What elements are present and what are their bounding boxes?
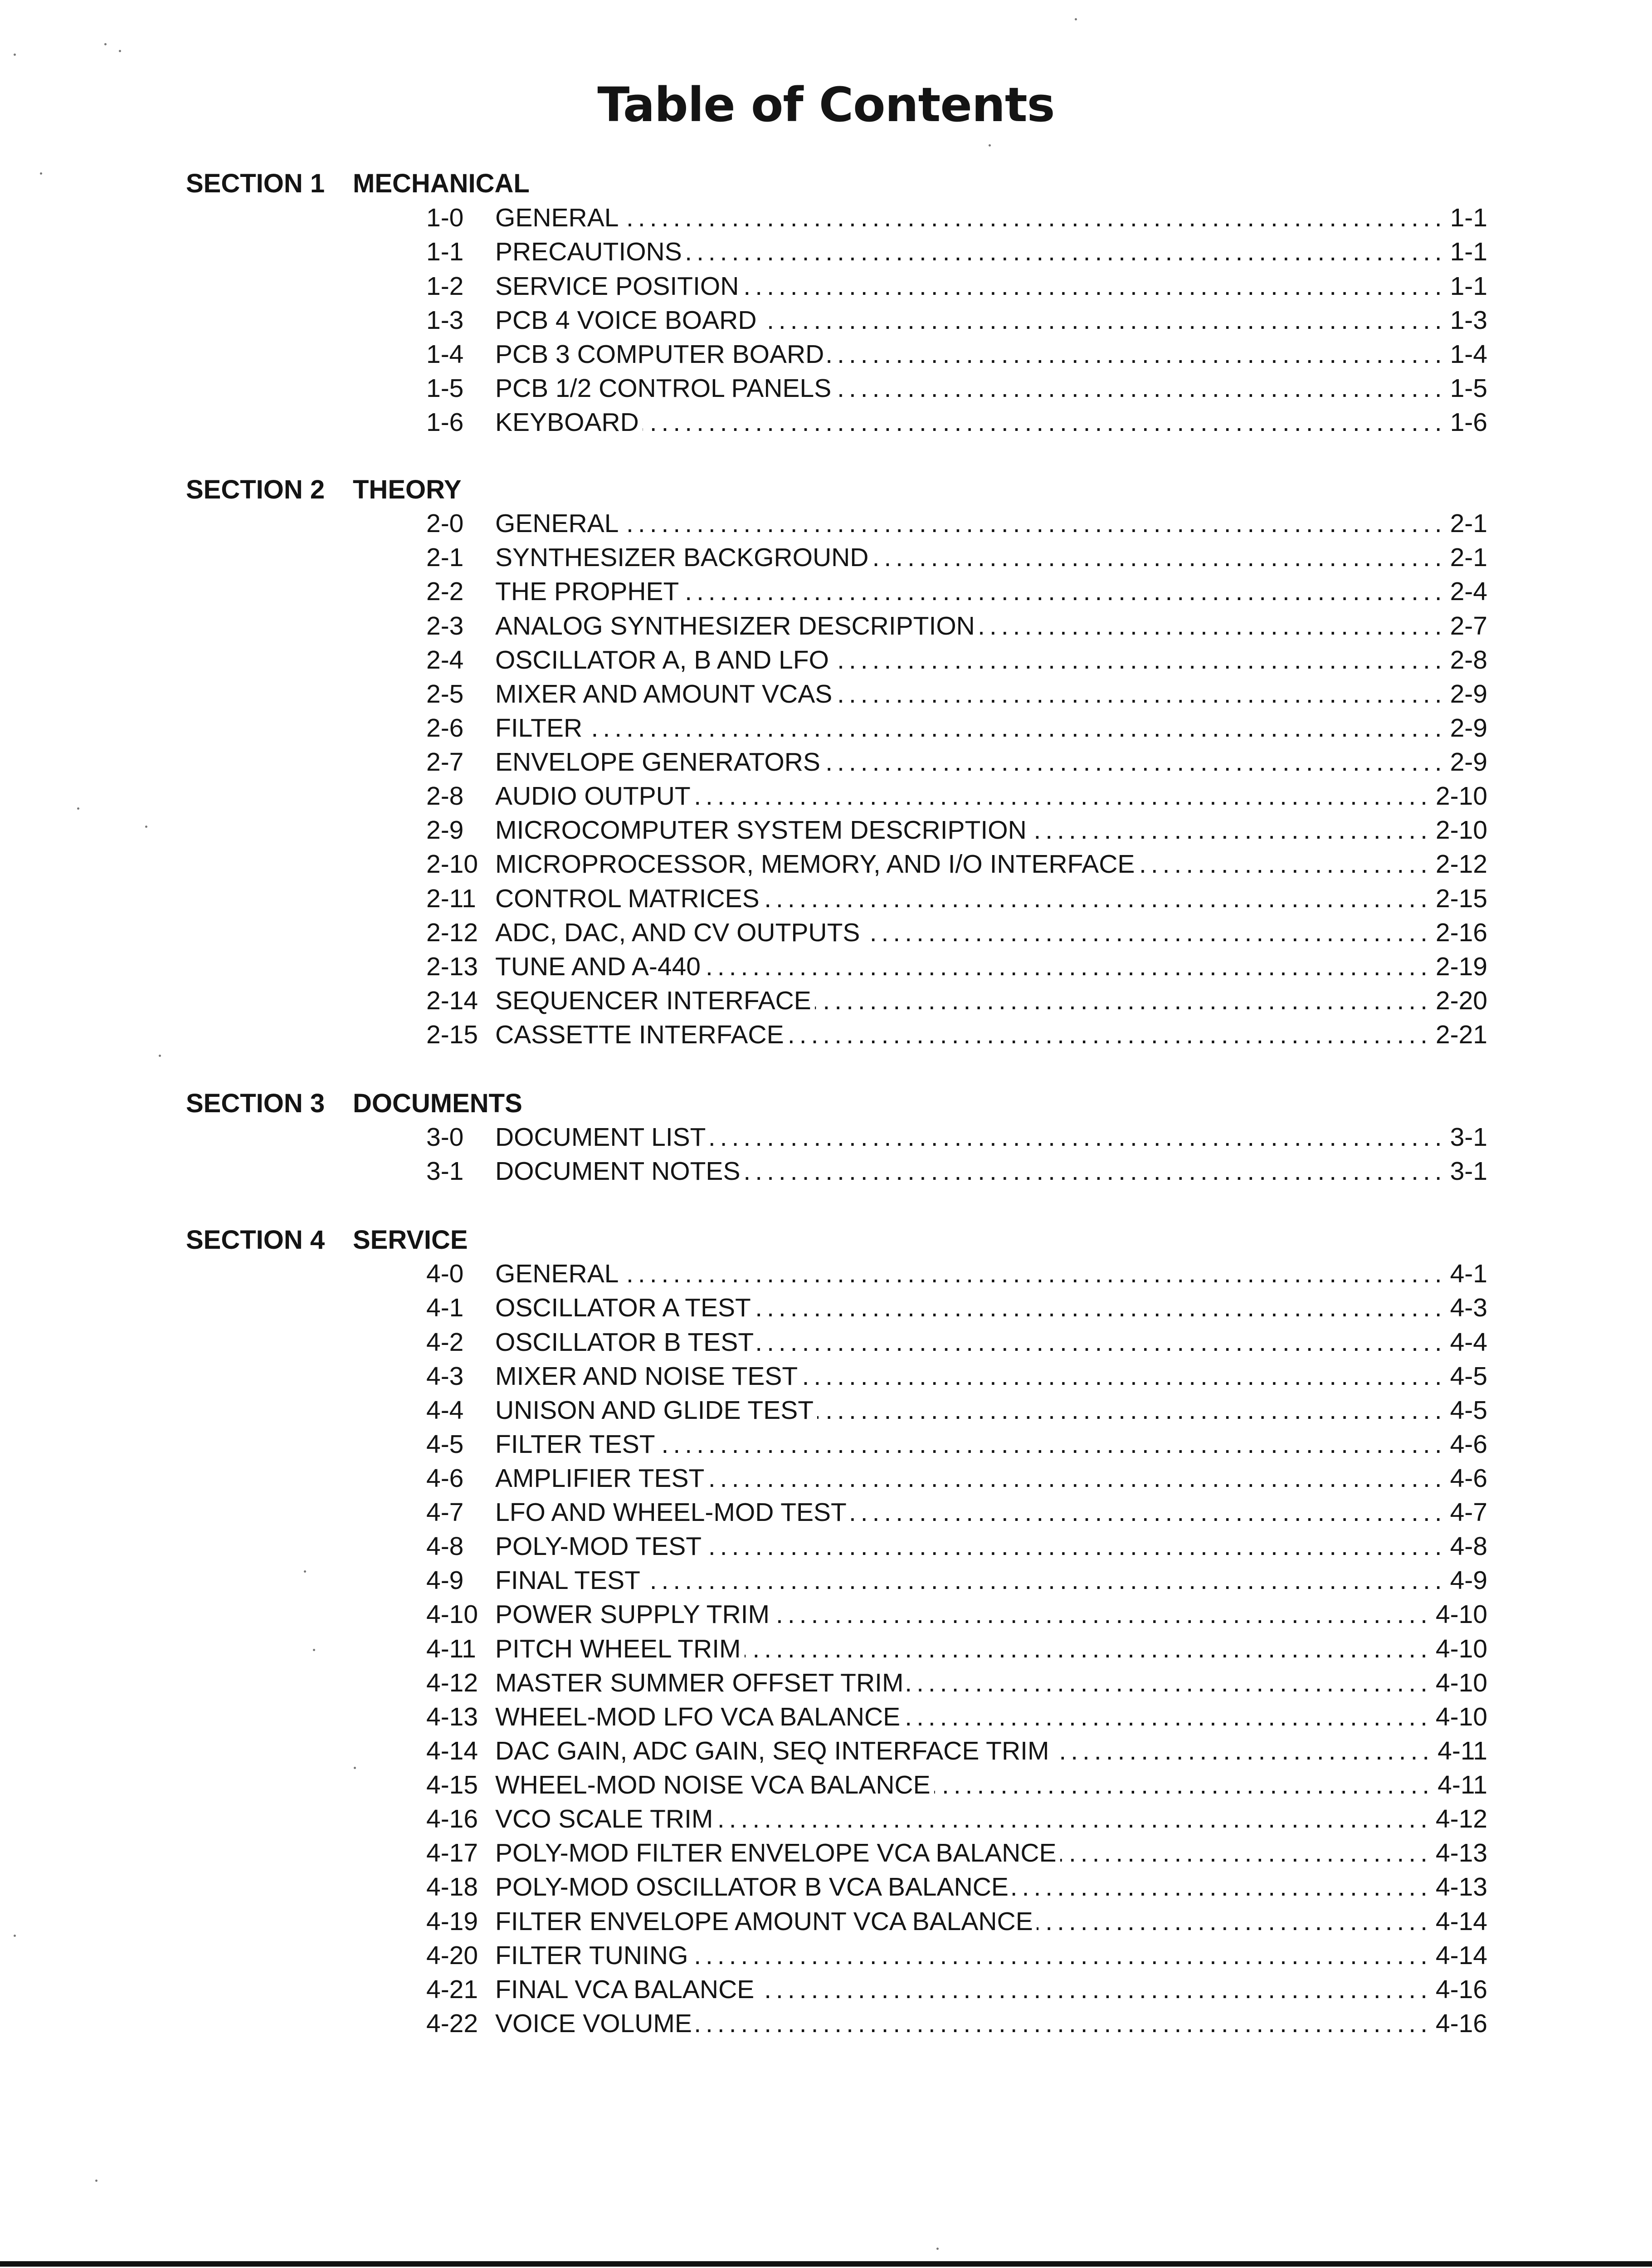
entry-page: 4-7 [1450,1498,1487,1527]
dot-leader [710,1120,1447,1154]
entry-title: WHEEL-MOD NOISE VCA BALANCE [495,1770,931,1799]
toc-entry[interactable] [426,1939,1487,1973]
scan-speck [145,826,147,828]
entry-title: DAC GAIN, ADC GAIN, SEQ INTERFACE TRIM [495,1736,1049,1765]
entry-title: THE PROPHET [495,577,679,606]
entry-title: POLY-MOD TEST [495,1532,702,1561]
entry-page: 2-19 [1435,952,1487,981]
entry-page: 2-15 [1435,884,1487,913]
scan-speck [354,1767,356,1769]
entry-number: 2-14 [426,986,478,1015]
entry-title: OSCILLATOR A, B AND LFO [495,645,829,675]
toc-entry[interactable] [426,1836,1487,1870]
entry-number: 2-9 [426,816,464,845]
toc-entry[interactable] [426,1154,1487,1188]
entry-page: 2-4 [1450,577,1487,606]
toc-entry[interactable] [426,1461,1487,1496]
toc-entry[interactable] [426,1598,1487,1632]
dot-leader [742,269,1446,303]
dot-leader [758,1973,1432,2007]
entry-page: 3-1 [1450,1123,1487,1152]
toc-entry[interactable] [426,507,1487,541]
entry-number: 2-13 [426,952,478,981]
scan-speck [159,1055,161,1057]
dot-leader [696,2007,1432,2041]
entry-page: 4-12 [1435,1804,1487,1833]
entry-title: TUNE AND A-440 [495,952,701,981]
entry-title: VOICE VOLUME [495,2009,692,2038]
entry-page: 2-21 [1435,1020,1487,1049]
dot-leader [836,677,1446,711]
toc-entry[interactable] [426,269,1487,303]
toc-entry[interactable] [426,1870,1487,1904]
entry-title: OSCILLATOR A TEST [495,1293,751,1322]
toc-entry[interactable] [426,950,1487,984]
entry-number: 1-6 [426,408,464,437]
entry-number: 4-6 [426,1464,464,1493]
entry-page: 1-4 [1450,340,1487,369]
toc-entry[interactable] [426,779,1487,813]
section-number: SECTION 4 [186,1225,325,1255]
entry-title: CASSETTE INTERFACE [495,1020,784,1049]
entry-number: 4-14 [426,1736,478,1765]
toc-entry[interactable] [426,813,1487,847]
scan-speck [304,1570,306,1573]
dot-leader [694,779,1432,813]
entry-number: 1-4 [426,340,464,369]
dot-leader [863,916,1432,950]
entry-page: 2-16 [1435,918,1487,947]
entry-title: VCO SCALE TRIM [495,1804,713,1833]
entry-number: 4-3 [426,1362,464,1391]
entry-page: 1-1 [1450,272,1487,301]
entry-title: LFO AND WHEEL-MOD TEST [495,1498,847,1527]
dot-leader [745,1632,1432,1666]
entry-page: 1-6 [1450,408,1487,437]
toc-entry[interactable] [426,1257,1487,1291]
entry-number: 2-2 [426,577,464,606]
entry-number: 3-0 [426,1123,464,1152]
entry-number: 1-1 [426,237,464,266]
dot-leader [904,1700,1432,1734]
entry-title: MIXER AND NOISE TEST [495,1362,798,1391]
dot-leader [692,1939,1432,1973]
entry-number: 4-21 [426,1975,478,2004]
scan-speck [95,2180,97,2182]
entry-title: UNISON AND GLIDE TEST [495,1396,814,1425]
toc-entry[interactable] [426,1496,1487,1530]
entry-number: 4-4 [426,1396,464,1425]
entry-title: KEYBOARD [495,408,639,437]
toc-entry[interactable] [426,1530,1487,1564]
section-number: SECTION 3 [186,1089,325,1118]
scan-speck [14,1935,16,1937]
toc-entry[interactable] [426,406,1487,440]
dot-leader [1060,1836,1432,1870]
entry-title: FILTER TUNING [495,1941,688,1970]
entry-number: 2-1 [426,543,464,572]
entry-page: 4-8 [1450,1532,1487,1561]
dot-leader [907,1666,1432,1700]
dot-leader [872,541,1446,575]
entry-title: PCB 3 COMPUTER BOARD [495,340,824,369]
entry-number: 2-7 [426,748,464,777]
entry-number: 2-5 [426,679,464,709]
entry-title: FINAL TEST [495,1566,640,1595]
section-heading [186,1086,522,1120]
entry-page: 4-13 [1435,1838,1487,1867]
entry-page: 4-11 [1438,1736,1487,1765]
entry-page: 1-5 [1450,374,1487,403]
entry-title: MICROCOMPUTER SYSTEM DESCRIPTION [495,816,1027,845]
entry-page: 4-9 [1450,1566,1487,1595]
scan-speck [77,807,79,810]
dot-leader [824,745,1447,779]
entry-number: 1-5 [426,374,464,403]
entry-page: 2-20 [1435,986,1487,1015]
dot-leader [622,507,1446,541]
dot-leader [835,371,1446,406]
entry-number: 4-13 [426,1702,478,1731]
entry-page: 4-11 [1438,1770,1487,1799]
dot-leader [828,337,1446,371]
dot-leader [801,1359,1446,1393]
entry-title: ENVELOPE GENERATORS [495,748,820,777]
toc-entry[interactable] [426,541,1487,575]
entry-page: 4-6 [1450,1464,1487,1493]
entry-page: 4-6 [1450,1430,1487,1459]
dot-leader [757,1325,1446,1359]
scan-speck [119,50,121,52]
entry-title: PRECAUTIONS [495,237,682,266]
toc-entry[interactable] [426,1427,1487,1461]
entry-title: SERVICE POSITION [495,272,739,301]
dot-leader [1037,1905,1432,1939]
toc-entry[interactable] [426,711,1487,745]
entry-title: GENERAL [495,509,619,538]
dot-leader [1053,1734,1434,1768]
toc-entry[interactable] [426,575,1487,609]
dot-leader [1012,1870,1432,1904]
scan-speck [989,144,991,147]
entry-number: 4-8 [426,1532,464,1561]
entry-title: AUDIO OUTPUT [495,782,691,811]
entry-page: 4-10 [1435,1668,1487,1697]
dot-leader [763,882,1432,916]
entry-title: PCB 1/2 CONTROL PANELS [495,374,832,403]
entry-number: 2-15 [426,1020,478,1049]
entry-page: 2-10 [1435,782,1487,811]
toc-entry[interactable] [426,1564,1487,1598]
toc-entry[interactable] [426,984,1487,1018]
entry-number: 4-12 [426,1668,478,1697]
dot-leader [744,1154,1446,1188]
dot-leader [622,201,1446,235]
scan-speck [936,2248,939,2250]
dot-leader [704,950,1432,984]
toc-entry[interactable] [426,337,1487,371]
entry-title: SEQUENCER INTERFACE [495,986,811,1015]
entry-number: 3-1 [426,1157,464,1186]
toc-entry[interactable] [426,643,1487,677]
scan-speck [313,1649,315,1651]
entry-title: FINAL VCA BALANCE [495,1975,755,2004]
dot-leader [815,984,1432,1018]
dot-leader [708,1461,1446,1496]
dot-leader [659,1427,1447,1461]
section-number: SECTION 2 [186,475,325,504]
dot-leader [716,1802,1432,1836]
entry-number: 2-12 [426,918,478,947]
entry-title: POWER SUPPLY TRIM [495,1600,770,1629]
dot-leader [622,1257,1446,1291]
entry-number: 4-18 [426,1872,478,1901]
dot-leader [644,1564,1447,1598]
entry-number: 4-20 [426,1941,478,1970]
section-name: THEORY [353,475,462,504]
scan-speck [1075,18,1077,20]
entry-title: AMPLIFIER TEST [495,1464,705,1493]
toc-entry[interactable] [426,1905,1487,1939]
scan-speck [14,54,16,56]
entry-page: 2-1 [1450,509,1487,538]
entry-number: 4-2 [426,1328,464,1357]
entry-title: FILTER TEST [495,1430,655,1459]
toc-entry[interactable] [426,1393,1487,1427]
bottom-rule [0,2261,1652,2267]
entry-number: 1-2 [426,272,464,301]
entry-title: OSCILLATOR B TEST [495,1328,754,1357]
entry-title: MIXER AND AMOUNT VCAS [495,679,833,709]
entry-page: 4-5 [1450,1362,1487,1391]
entry-page: 1-3 [1450,306,1487,335]
entry-title: MICROPROCESSOR, MEMORY, AND I/O INTERFACE [495,850,1135,879]
entry-number: 1-0 [426,203,464,232]
entry-title: WHEEL-MOD LFO VCA BALANCE [495,1702,901,1731]
entry-page: 4-10 [1435,1600,1487,1629]
entry-number: 4-5 [426,1430,464,1459]
entry-page: 4-13 [1435,1872,1487,1901]
entry-number: 4-0 [426,1259,464,1288]
entry-page: 4-10 [1435,1702,1487,1731]
toc-entry[interactable] [426,882,1487,916]
dot-leader [643,406,1447,440]
entry-number: 4-22 [426,2009,478,2038]
entry-number: 2-6 [426,714,464,743]
entry-number: 1-3 [426,306,464,335]
entry-number: 2-4 [426,645,464,675]
entry-title: FILTER [495,714,583,743]
dot-leader [979,609,1447,643]
entry-title: FILTER ENVELOPE AMOUNT VCA BALANCE [495,1907,1033,1936]
dot-leader [833,643,1447,677]
toc-entry[interactable] [426,847,1487,881]
entry-title: SYNTHESIZER BACKGROUND [495,543,869,572]
entry-page: 1-1 [1450,203,1487,232]
toc-entry[interactable] [426,1120,1487,1154]
toc-entry[interactable] [426,916,1487,950]
section-heading [186,166,530,200]
section-heading [186,1223,468,1257]
entry-page: 2-9 [1450,748,1487,777]
dot-leader [760,303,1447,337]
entry-title: ADC, DAC, AND CV OUTPUTS [495,918,860,947]
entry-page: 2-9 [1450,714,1487,743]
entry-number: 2-0 [426,509,464,538]
entry-page: 2-8 [1450,645,1487,675]
toc-entry[interactable] [426,371,1487,406]
toc-entry[interactable] [426,1802,1487,1836]
dot-leader [1030,813,1432,847]
dot-leader [788,1018,1432,1052]
toc-entry[interactable] [426,677,1487,711]
dot-leader [817,1393,1447,1427]
dot-leader [755,1291,1447,1325]
entry-number: 4-11 [426,1634,476,1663]
toc-entry[interactable] [426,1632,1487,1666]
dot-leader [1138,847,1432,881]
toc-entry[interactable] [426,1734,1487,1768]
scan-speck [40,172,42,175]
entry-page: 3-1 [1450,1157,1487,1186]
entry-page: 2-7 [1450,611,1487,640]
entry-number: 2-10 [426,850,478,879]
entry-page: 4-14 [1435,1941,1487,1970]
dot-leader [773,1598,1432,1632]
entry-number: 4-10 [426,1600,478,1629]
entry-title: PITCH WHEEL TRIM [495,1634,741,1663]
entry-page: 4-1 [1450,1259,1487,1288]
dot-leader [682,575,1446,609]
entry-page: 2-1 [1450,543,1487,572]
dot-leader [586,711,1446,745]
entry-title: MASTER SUMMER OFFSET TRIM [495,1668,904,1697]
entry-page: 2-12 [1435,850,1487,879]
toc-entry[interactable] [426,1325,1487,1359]
toc-entry[interactable] [426,303,1487,337]
entry-page: 4-14 [1435,1907,1487,1936]
entry-title: DOCUMENT NOTES [495,1157,741,1186]
entry-title: PCB 4 VOICE BOARD [495,306,757,335]
dot-leader [705,1530,1447,1564]
entry-page: 4-4 [1450,1328,1487,1357]
entry-title: CONTROL MATRICES [495,884,760,913]
entry-number: 4-17 [426,1838,478,1867]
entry-title: GENERAL [495,1259,619,1288]
entry-number: 2-11 [426,884,476,913]
entry-title: POLY-MOD OSCILLATOR B VCA BALANCE [495,1872,1009,1901]
entry-page: 4-10 [1435,1634,1487,1663]
dot-leader [686,235,1447,269]
entry-page: 4-16 [1435,2009,1487,2038]
toc-entry[interactable] [426,1018,1487,1052]
page-title: Table of Contents [597,77,1055,132]
entry-title: DOCUMENT LIST [495,1123,706,1152]
section-name: MECHANICAL [353,169,530,198]
entry-number: 4-15 [426,1770,478,1799]
scan-speck [104,43,107,45]
dot-leader [934,1768,1434,1802]
section-name: SERVICE [353,1225,468,1255]
toc-entry[interactable] [426,235,1487,269]
toc-entry[interactable] [426,1700,1487,1734]
toc-entry[interactable] [426,1973,1487,2007]
entry-page: 4-3 [1450,1293,1487,1322]
entry-title: GENERAL [495,203,619,232]
entry-title: POLY-MOD FILTER ENVELOPE VCA BALANCE [495,1838,1057,1867]
entry-page: 1-1 [1450,237,1487,266]
entry-number: 4-7 [426,1498,464,1527]
entry-number: 4-19 [426,1907,478,1936]
entry-number: 2-3 [426,611,464,640]
toc-entry[interactable] [426,1666,1487,1700]
entry-number: 4-9 [426,1566,464,1595]
entry-number: 4-1 [426,1293,464,1322]
toc-entry[interactable] [426,1359,1487,1393]
entry-page: 2-9 [1450,679,1487,709]
entry-page: 4-5 [1450,1396,1487,1425]
section-number: SECTION 1 [186,169,325,198]
toc-entry[interactable] [426,609,1487,643]
dot-leader [850,1496,1447,1530]
entry-title: ANALOG SYNTHESIZER DESCRIPTION [495,611,975,640]
section-name: DOCUMENTS [353,1089,522,1118]
toc-entry[interactable] [426,745,1487,779]
toc-entry[interactable] [426,201,1487,235]
section-heading [186,473,462,507]
entry-page: 2-10 [1435,816,1487,845]
toc-entry[interactable] [426,1291,1487,1325]
entry-page: 4-16 [1435,1975,1487,2004]
toc-entry[interactable] [426,1768,1487,1802]
entry-number: 2-8 [426,782,464,811]
toc-entry[interactable] [426,2007,1487,2041]
entry-number: 4-16 [426,1804,478,1833]
